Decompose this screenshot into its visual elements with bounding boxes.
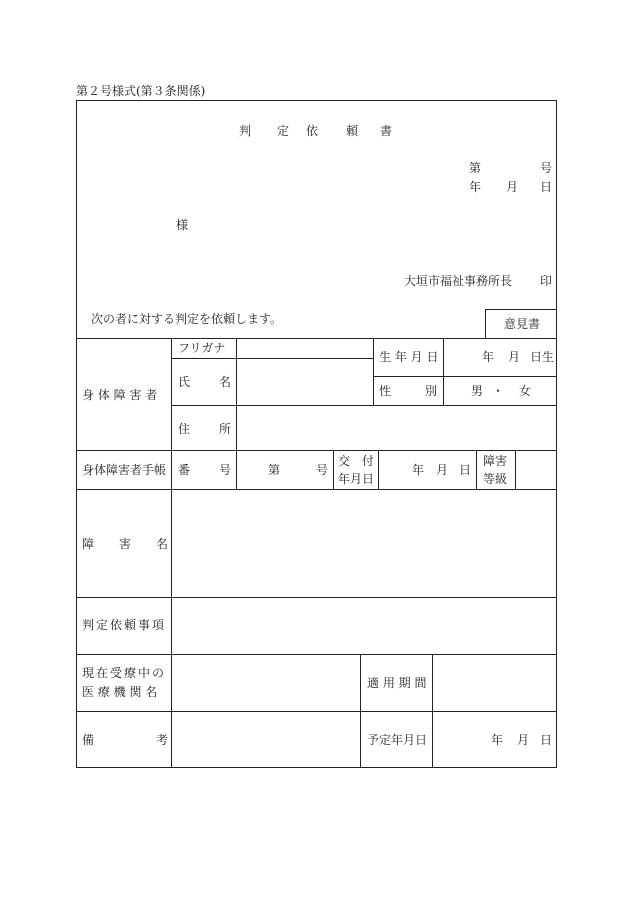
- disability-name-label-b: 害: [119, 537, 132, 551]
- date-month: 月: [506, 180, 519, 194]
- col-birth-right: [443, 338, 444, 405]
- issue-month: 月: [436, 463, 449, 477]
- disability-name-label-a: 障: [82, 537, 95, 551]
- grade-label-1: 障害: [483, 454, 508, 468]
- sender-title: 大垣市福祉事務所長: [404, 274, 513, 288]
- title-char-1: 判: [239, 124, 252, 138]
- scheduled-day: 日: [540, 733, 553, 747]
- rule-name: [171, 405, 557, 406]
- furigana-label: フリガナ: [178, 341, 226, 355]
- judgment-items-label: 判定依頼事項: [82, 618, 167, 632]
- name-label-b: 名: [219, 375, 232, 389]
- rule-judgment-bottom: [76, 654, 557, 655]
- medical-label-1: 現在受療中の: [82, 666, 167, 680]
- rule-furigana: [171, 358, 373, 359]
- opinion-box-label: 意見書: [504, 317, 541, 331]
- issue-date-label-1: 交 付: [338, 454, 375, 468]
- opinion-box-top: [485, 309, 557, 310]
- col-handbook-number-right: [333, 450, 334, 489]
- rule-applicant-top: [76, 338, 557, 339]
- applicant-section-label: 身 体 障 害 者: [82, 388, 158, 402]
- col-handbook-grade-right: [515, 450, 516, 489]
- disability-name-label-c: 名: [156, 537, 169, 551]
- rule-disability-bottom: [76, 597, 557, 598]
- scheduled-year: 年: [491, 733, 504, 747]
- sex-label-b: 別: [425, 384, 438, 398]
- issue-day: 日: [459, 463, 472, 477]
- name-label-a: 氏: [178, 375, 191, 389]
- rule-medical-bottom: [76, 711, 557, 712]
- title-char-4: 頼: [346, 124, 359, 138]
- addressee-suffix: 様: [176, 218, 189, 232]
- col-handbook-issue-right: [378, 450, 379, 489]
- issue-year: 年: [412, 463, 425, 477]
- rule-handbook-bottom: [76, 489, 557, 490]
- scheduled-date-label: 予定年月日: [367, 733, 428, 747]
- date-year: 年: [469, 180, 482, 194]
- col-birth-left: [373, 338, 374, 405]
- title-char-2: 定: [277, 124, 290, 138]
- col-medical-right: [432, 654, 433, 768]
- remarks-label-b: 考: [156, 733, 169, 747]
- form-number-label: 第２号様式(第３条関係): [76, 84, 206, 98]
- handbook-number-prefix: 第: [268, 463, 281, 477]
- title-char-3: 依: [306, 124, 319, 138]
- request-text: 次の者に対する判定を依頼します。: [91, 312, 283, 326]
- address-label-b: 所: [219, 422, 232, 436]
- remarks-label-a: 備: [82, 733, 95, 747]
- rule-birth: [373, 376, 557, 377]
- opinion-box-left: [485, 309, 486, 339]
- title-char-5: 書: [380, 124, 393, 138]
- period-label: 適 用 期 間: [367, 676, 427, 690]
- sex-option-dot: ・: [492, 384, 505, 398]
- handbook-number-suffix: 号: [316, 463, 329, 477]
- address-label-a: 住: [178, 422, 191, 436]
- col-medical-mid: [360, 654, 361, 768]
- birth-year: 年: [482, 350, 495, 364]
- birth-day: 日生: [530, 350, 555, 364]
- date-day: 日: [540, 180, 553, 194]
- handbook-number-label-a: 番: [178, 463, 191, 477]
- handbook-label: 身体障害者手帳: [82, 463, 167, 477]
- number-prefix: 第: [469, 161, 482, 175]
- issue-date-label-2: 年月日: [338, 472, 375, 486]
- sex-label-a: 性: [379, 384, 392, 398]
- birth-date-label: 生 年 月 日: [379, 350, 439, 364]
- handbook-number-label-b: 号: [219, 463, 232, 477]
- rule-handbook-top: [76, 450, 557, 451]
- scheduled-month: 月: [517, 733, 530, 747]
- number-suffix: 号: [540, 161, 553, 175]
- medical-label-2: 医 療 機 関 名: [82, 685, 158, 699]
- grade-label-2: 等級: [483, 472, 508, 486]
- col-subfield-divider: [236, 338, 237, 489]
- col-label-divider: [171, 338, 172, 768]
- birth-month: 月: [508, 350, 521, 364]
- sex-option-male: 男: [471, 384, 484, 398]
- sex-option-female: 女: [519, 384, 532, 398]
- seal-mark: 印: [540, 274, 553, 288]
- col-handbook-grade-left: [476, 450, 477, 489]
